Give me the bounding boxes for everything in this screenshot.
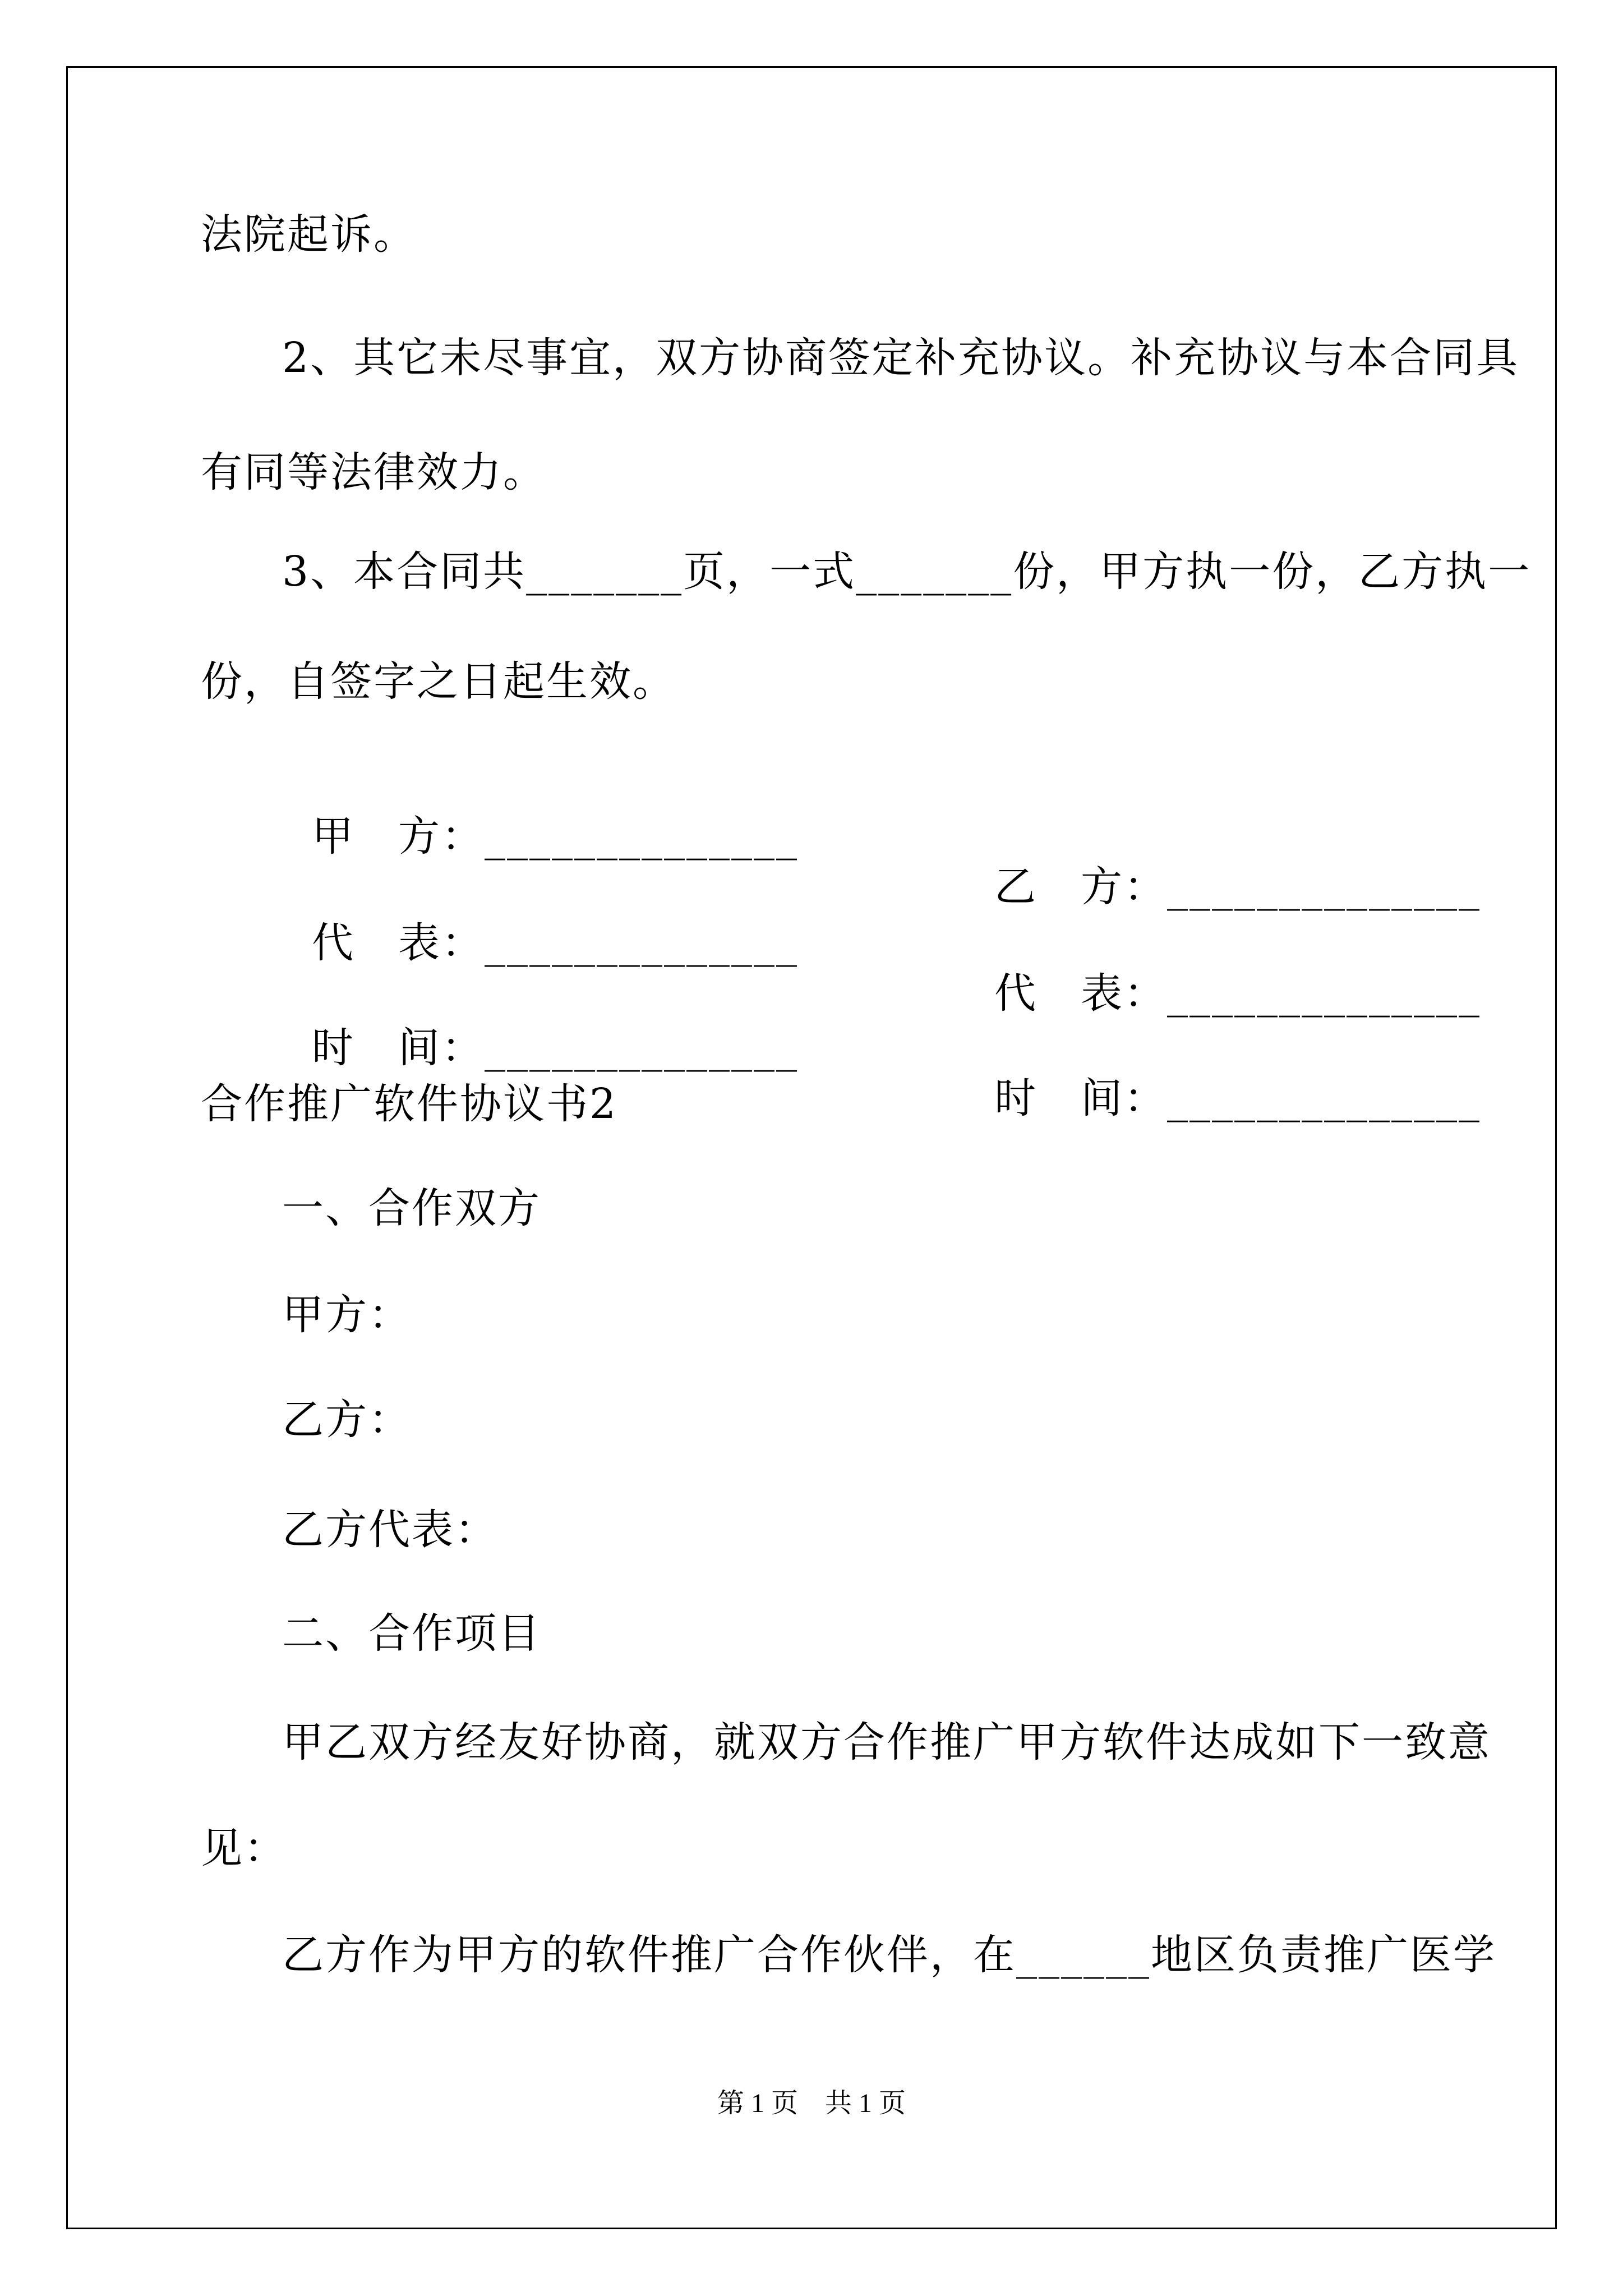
paragraph-partner-line-1: 乙方作为甲方的软件推广合作伙伴，在______地区负责推广医学 xyxy=(282,1931,1496,1979)
page-number-footer: 第 1 页 共 1 页 xyxy=(717,2088,906,2118)
paragraph-clause-2-line-2: 有同等法律效力。 xyxy=(201,448,546,496)
page-border xyxy=(66,66,1557,2229)
heading-project: 二、合作项目 xyxy=(282,1609,541,1658)
paragraph-closing-clause: 法院起诉。 xyxy=(201,210,417,259)
party-a-label: 甲方： xyxy=(282,1291,412,1339)
heading-parties: 一、合作双方 xyxy=(282,1184,541,1232)
party-a-signature-field: 甲 方：______________ xyxy=(312,812,799,861)
party-b-representative-field: 代 表：______________ xyxy=(994,969,1481,1018)
party-a-date-field: 时 间：______________ xyxy=(312,1024,799,1072)
party-b-signature-field: 乙 方：______________ xyxy=(994,863,1481,911)
paragraph-clause-3-line-1: 3、本合同共_______页，一式_______份，甲方执一份，乙方执一 xyxy=(282,547,1532,596)
party-b-label: 乙方： xyxy=(282,1396,412,1444)
party-a-representative-field: 代 表：______________ xyxy=(312,919,799,967)
party-b-representative-label: 乙方代表： xyxy=(282,1506,498,1554)
paragraph-agreement-line-2: 见： xyxy=(201,1824,287,1872)
party-b-date-field: 时 间：______________ xyxy=(994,1074,1481,1122)
document-title: 合作推广软件协议书2 xyxy=(201,1080,618,1128)
paragraph-clause-3-line-2: 份，自签字之日起生效。 xyxy=(201,657,676,706)
paragraph-agreement-line-1: 甲乙双方经友好协商，就双方合作推广甲方软件达成如下一致意 xyxy=(282,1718,1491,1766)
paragraph-clause-2-line-1: 2、其它未尽事宜，双方协商签定补充协议。补充协议与本合同具 xyxy=(282,334,1520,382)
